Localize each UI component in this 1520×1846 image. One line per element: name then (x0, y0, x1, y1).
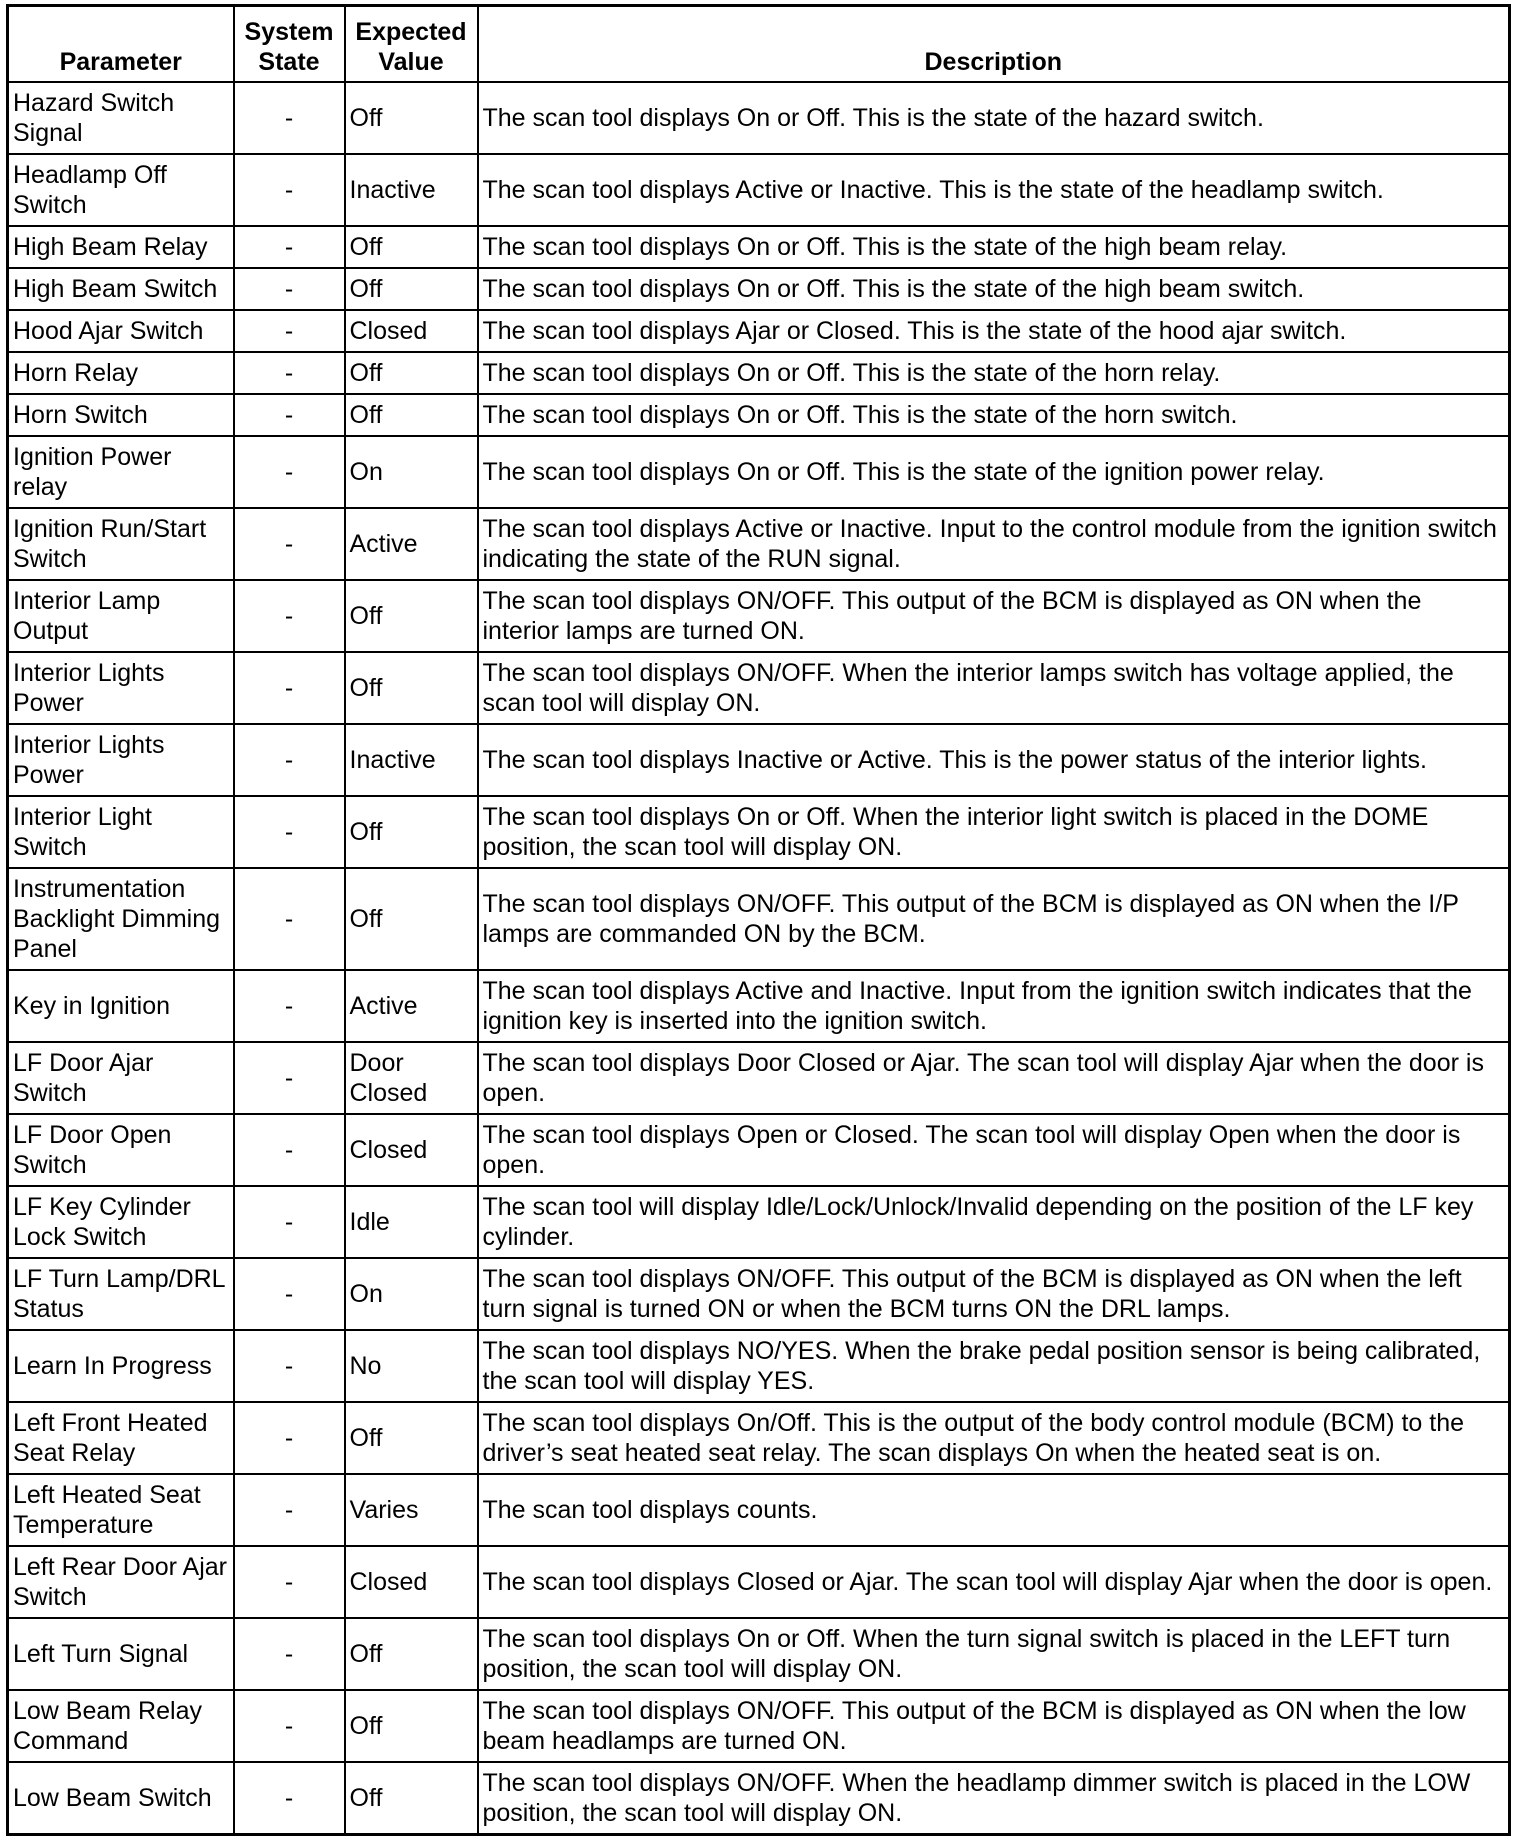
row-parameter: Interior Lamp Output (8, 580, 234, 652)
row-parameter: LF Turn Lamp/DRL Status (8, 1258, 234, 1330)
row-parameter: Key in Ignition (8, 970, 234, 1042)
row-description: The scan tool displays On or Off. When the interior light switch is placed in the DOME position, the scan tool will display ON. (478, 796, 1510, 868)
row-expected-value: Off (345, 1618, 478, 1690)
table-row (8, 796, 1510, 868)
table-row (8, 1114, 1510, 1186)
row-system-state: - (234, 580, 345, 652)
row-parameter: Instrumentation Backlight Dimming Panel (8, 868, 234, 970)
row-system-state: - (234, 1330, 345, 1402)
header-parameter: Parameter (8, 6, 234, 83)
table-row (8, 352, 1510, 394)
row-system-state: - (234, 310, 345, 352)
row-expected-value: Off (345, 1690, 478, 1762)
table-row (8, 154, 1510, 226)
header-system-state: System State (234, 6, 345, 83)
row-description: The scan tool displays Door Closed or Ajar. The scan tool will display Ajar when the door is open. (478, 1042, 1510, 1114)
row-expected-value: On (345, 1258, 478, 1330)
row-expected-value: Off (345, 82, 478, 154)
table-row (8, 268, 1510, 310)
table-row (8, 1546, 1510, 1618)
row-description: The scan tool displays Active or Inactive. Input to the control module from the ignition switch indicating the state of the RUN signal. (478, 508, 1510, 580)
row-system-state: - (234, 436, 345, 508)
table-row (8, 436, 1510, 508)
table-row (8, 1618, 1510, 1690)
row-system-state: - (234, 352, 345, 394)
row-parameter: LF Key Cylinder Lock Switch (8, 1186, 234, 1258)
row-description: The scan tool displays Ajar or Closed. This is the state of the hood ajar switch. (478, 310, 1510, 352)
table-row (8, 868, 1510, 970)
row-description: The scan tool displays Active and Inactive. Input from the ignition switch indicates that the ignition key is inserted into the ignition switch. (478, 970, 1510, 1042)
row-expected-value: Off (345, 394, 478, 436)
row-system-state: - (234, 226, 345, 268)
row-system-state: - (234, 1258, 345, 1330)
row-system-state: - (234, 394, 345, 436)
table-row (8, 1258, 1510, 1330)
row-expected-value: Closed (345, 1546, 478, 1618)
row-expected-value: Inactive (345, 724, 478, 796)
row-expected-value: Off (345, 1762, 478, 1834)
row-expected-value: Closed (345, 310, 478, 352)
row-system-state: - (234, 154, 345, 226)
row-system-state: - (234, 1762, 345, 1834)
table-row (8, 310, 1510, 352)
table-header-row (8, 6, 1510, 83)
row-parameter: Learn In Progress (8, 1330, 234, 1402)
row-parameter: Ignition Power relay (8, 436, 234, 508)
row-description: The scan tool displays Closed or Ajar. The scan tool will display Ajar when the door is open. (478, 1546, 1510, 1618)
row-system-state: - (234, 868, 345, 970)
row-parameter: Low Beam Switch (8, 1762, 234, 1834)
row-description: The scan tool displays ON/OFF. This output of the BCM is displayed as ON when the I/P lamps are commanded ON by the BCM. (478, 868, 1510, 970)
data-parameter-table (6, 4, 1511, 1836)
table-row (8, 652, 1510, 724)
row-description: The scan tool displays Inactive or Active. This is the power status of the interior lights. (478, 724, 1510, 796)
row-description: The scan tool displays ON/OFF. This output of the BCM is displayed as ON when the left turn signal is turned ON or when the BCM turns ON the DRL lamps. (478, 1258, 1510, 1330)
row-expected-value: Active (345, 970, 478, 1042)
row-description: The scan tool displays Active or Inactive. This is the state of the headlamp switch. (478, 154, 1510, 226)
table-row (8, 226, 1510, 268)
row-parameter: Low Beam Relay Command (8, 1690, 234, 1762)
row-parameter: Ignition Run/Start Switch (8, 508, 234, 580)
row-system-state: - (234, 268, 345, 310)
table-row (8, 580, 1510, 652)
row-expected-value: Varies (345, 1474, 478, 1546)
header-description: Description (478, 6, 1510, 83)
table-row (8, 724, 1510, 796)
row-expected-value: Off (345, 580, 478, 652)
row-system-state: - (234, 724, 345, 796)
row-system-state: - (234, 508, 345, 580)
row-expected-value: Off (345, 868, 478, 970)
row-parameter: Left Rear Door Ajar Switch (8, 1546, 234, 1618)
row-description: The scan tool displays On or Off. This is the state of the high beam switch. (478, 268, 1510, 310)
row-parameter: Left Heated Seat Temperature (8, 1474, 234, 1546)
header-expected-value: Expected Value (345, 6, 478, 83)
row-expected-value: Inactive (345, 154, 478, 226)
row-expected-value: Off (345, 1402, 478, 1474)
row-system-state: - (234, 1474, 345, 1546)
table-row (8, 1186, 1510, 1258)
row-description: The scan tool displays On/Off. This is the output of the body control module (BCM) to the driver’s seat heated seat relay. The scan displays On when the heated seat is on. (478, 1402, 1510, 1474)
row-expected-value: Off (345, 796, 478, 868)
row-description: The scan tool displays On or Off. This is the state of the horn relay. (478, 352, 1510, 394)
row-expected-value: Off (345, 352, 478, 394)
row-description: The scan tool displays On or Off. This is the state of the high beam relay. (478, 226, 1510, 268)
row-system-state: - (234, 1546, 345, 1618)
row-description: The scan tool displays counts. (478, 1474, 1510, 1546)
row-parameter: Left Front Heated Seat Relay (8, 1402, 234, 1474)
row-parameter: Left Turn Signal (8, 1618, 234, 1690)
row-description: The scan tool displays ON/OFF. This output of the BCM is displayed as ON when the low beam headlamps are turned ON. (478, 1690, 1510, 1762)
row-system-state: - (234, 1042, 345, 1114)
row-system-state: - (234, 82, 345, 154)
table-row (8, 1402, 1510, 1474)
row-system-state: - (234, 796, 345, 868)
row-description: The scan tool displays ON/OFF. This output of the BCM is displayed as ON when the interior lamps are turned ON. (478, 580, 1510, 652)
table-row (8, 1042, 1510, 1114)
row-parameter: LF Door Open Switch (8, 1114, 234, 1186)
row-system-state: - (234, 652, 345, 724)
row-system-state: - (234, 1690, 345, 1762)
row-system-state: - (234, 1402, 345, 1474)
row-parameter: Horn Switch (8, 394, 234, 436)
row-parameter: Hazard Switch Signal (8, 82, 234, 154)
row-parameter: Interior Light Switch (8, 796, 234, 868)
table-row (8, 970, 1510, 1042)
row-description: The scan tool displays NO/YES. When the brake pedal position sensor is being calibrated, the scan tool will display YES. (478, 1330, 1510, 1402)
row-system-state: - (234, 1186, 345, 1258)
row-expected-value: Off (345, 652, 478, 724)
row-description: The scan tool displays ON/OFF. When the headlamp dimmer switch is placed in the LOW position, the scan tool will display ON. (478, 1762, 1510, 1834)
row-system-state: - (234, 1114, 345, 1186)
row-parameter: Headlamp Off Switch (8, 154, 234, 226)
row-expected-value: Active (345, 508, 478, 580)
table-row (8, 1330, 1510, 1402)
row-expected-value: Off (345, 268, 478, 310)
row-expected-value: Closed (345, 1114, 478, 1186)
row-parameter: LF Door Ajar Switch (8, 1042, 234, 1114)
row-system-state: - (234, 1618, 345, 1690)
row-parameter: Interior Lights Power (8, 652, 234, 724)
row-description: The scan tool displays On or Off. This is the state of the ignition power relay. (478, 436, 1510, 508)
row-parameter: High Beam Switch (8, 268, 234, 310)
row-description: The scan tool displays Open or Closed. The scan tool will display Open when the door is open. (478, 1114, 1510, 1186)
table-row (8, 1474, 1510, 1546)
row-system-state: - (234, 970, 345, 1042)
row-description: The scan tool displays On or Off. When the turn signal switch is placed in the LEFT turn position, the scan tool will display ON. (478, 1618, 1510, 1690)
row-expected-value: Idle (345, 1186, 478, 1258)
row-expected-value: No (345, 1330, 478, 1402)
row-parameter: Interior Lights Power (8, 724, 234, 796)
table-row (8, 1762, 1510, 1834)
table-row (8, 394, 1510, 436)
table-row (8, 82, 1510, 154)
row-description: The scan tool displays ON/OFF. When the interior lamps switch has voltage applied, the scan tool will display ON. (478, 652, 1510, 724)
row-parameter: Horn Relay (8, 352, 234, 394)
row-expected-value: On (345, 436, 478, 508)
row-parameter: High Beam Relay (8, 226, 234, 268)
row-parameter: Hood Ajar Switch (8, 310, 234, 352)
row-expected-value: Door Closed (345, 1042, 478, 1114)
row-description: The scan tool displays On or Off. This is the state of the hazard switch. (478, 82, 1510, 154)
table-row (8, 508, 1510, 580)
row-expected-value: Off (345, 226, 478, 268)
row-description: The scan tool displays On or Off. This is the state of the horn switch. (478, 394, 1510, 436)
table-row (8, 1690, 1510, 1762)
row-description: The scan tool will display Idle/Lock/Unlock/Invalid depending on the position of the LF key cylinder. (478, 1186, 1510, 1258)
data-parameter-table-container (6, 4, 1508, 1836)
